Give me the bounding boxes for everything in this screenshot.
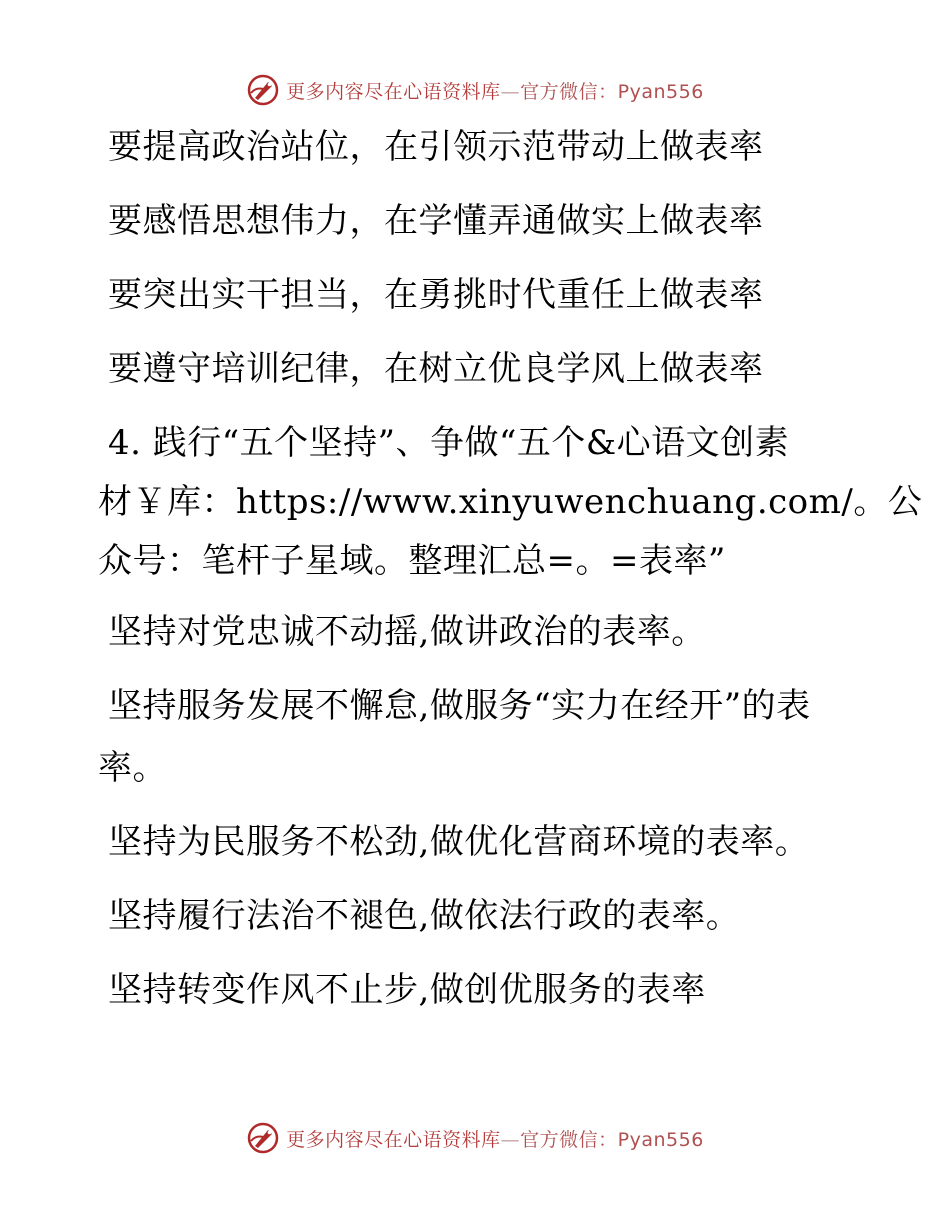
header-banner-main: 更多内容尽在心语资料库: [286, 80, 501, 103]
text-line: 坚持服务发展不懈怠,做服务“实力在经开”的表: [108, 686, 811, 726]
footer-banner-wechat: 官方微信：Pyan556: [520, 1128, 704, 1151]
header-banner-text: [286, 77, 704, 104]
footer-banner-content: [246, 1121, 704, 1155]
footer-banner: [0, 1118, 950, 1158]
text-line: 坚持履行法治不褪色,做依法行政的表率。: [108, 896, 741, 936]
pen-nib-logo-icon: [246, 73, 280, 107]
text-line: 材￥库：https://www.xinyuwenchuang.com/。公: [98, 482, 923, 522]
text-line: 坚持为民服务不松劲,做优化营商环境的表率。: [108, 822, 810, 862]
text-line: 要感悟思想伟力，在学懂弄通做实上做表率: [108, 201, 764, 241]
footer-banner-dash: —: [500, 1128, 521, 1151]
text-line: 众号：笔杆子星域。整理汇总=。=表率”: [98, 541, 726, 581]
header-banner: [0, 70, 950, 110]
header-banner-dash: —: [500, 80, 521, 103]
text-line: 坚持转变作风不止步,做创优服务的表率: [108, 970, 706, 1010]
footer-banner-main: 更多内容尽在心语资料库: [286, 1128, 501, 1151]
header-banner-wechat: 官方微信：Pyan556: [520, 80, 704, 103]
text-line: 坚持对党忠诚不动摇,做讲政治的表率。: [108, 612, 706, 652]
footer-banner-text: [286, 1125, 704, 1152]
text-line: 率。: [98, 748, 167, 788]
text-line: 要突出实干担当，在勇挑时代重任上做表率: [108, 275, 764, 315]
text-line: 要遵守培训纪律，在树立优良学风上做表率: [108, 349, 764, 389]
pen-nib-logo-icon: [246, 1121, 280, 1155]
header-banner-content: [246, 73, 704, 107]
text-line: 4. 践行“五个坚持”、争做“五个&心语文创素: [108, 423, 790, 463]
text-line: 要提高政治站位，在引领示范带动上做表率: [108, 127, 764, 167]
